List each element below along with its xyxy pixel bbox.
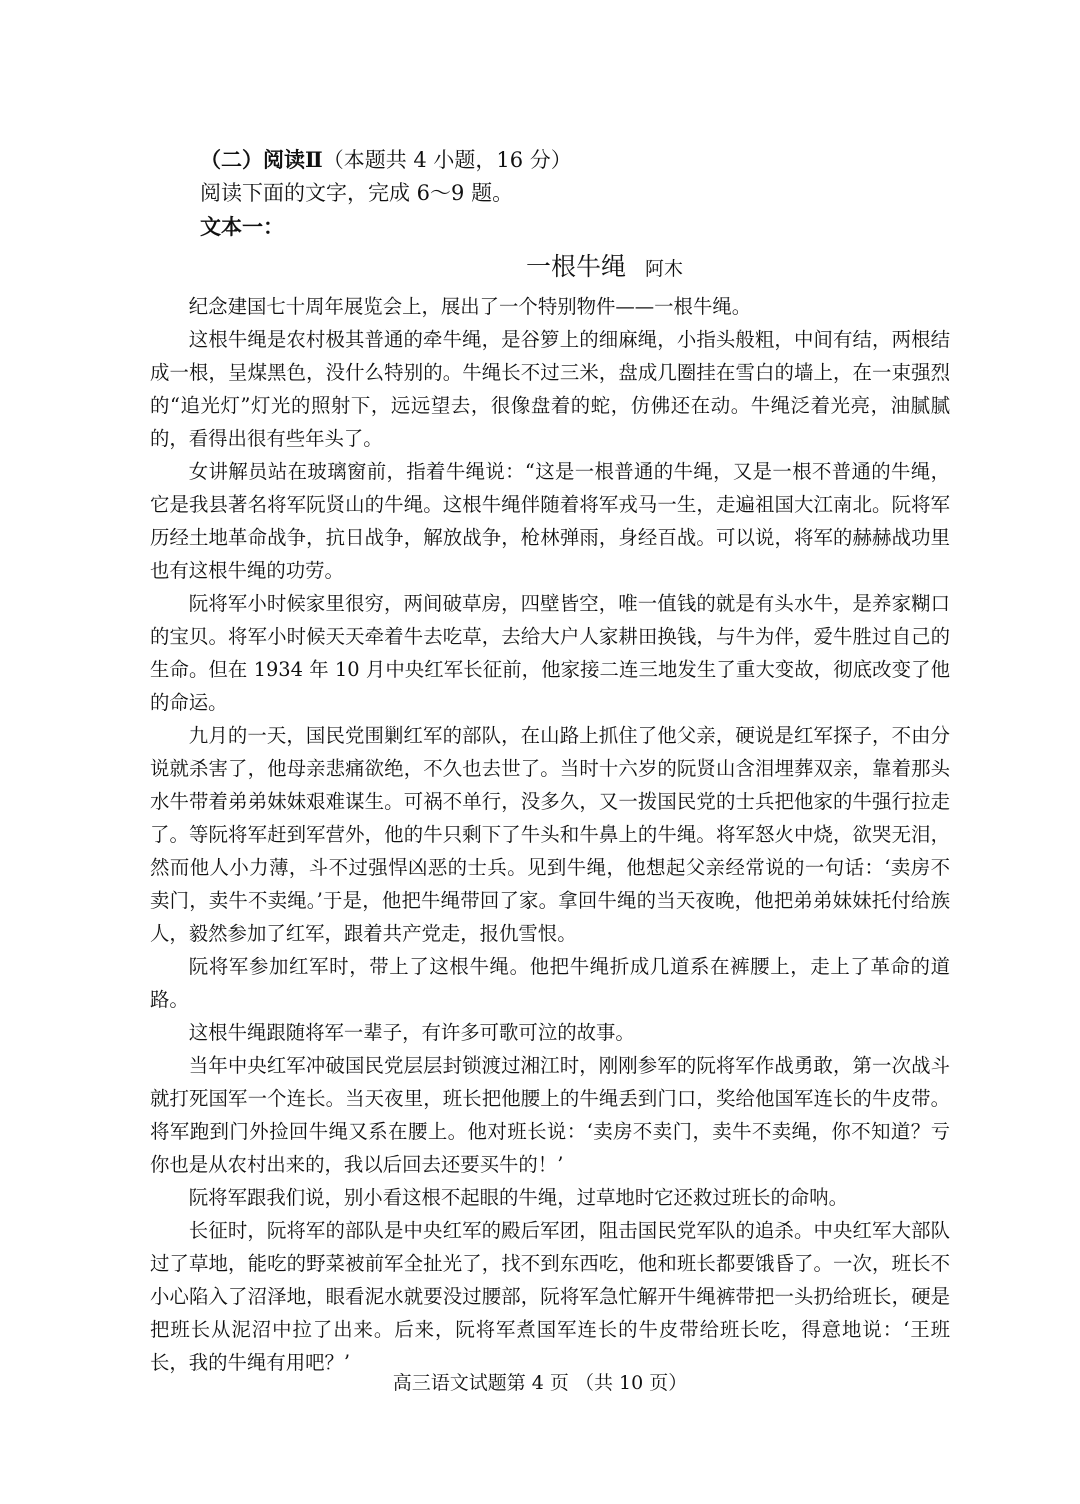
- paragraph: 女讲解员站在玻璃窗前，指着牛绳说：“这是一根普通的牛绳，又是一根不普通的牛绳，它是我县著名将军阮贤山的牛绳。这根牛绳伴随着将军戎马一生，走遍祖国大江南北。阮将军历经土地革命战争，抗日战争，解放战争，枪林弹雨，身经百战。可以说，将军的赫赫战功里也有这根牛绳的功劳。: [150, 460, 950, 582]
- paragraph: 这根牛绳是农村极其普通的牵牛绳，是谷箩上的细麻绳，小指头般粗，中间有结，两根结成一根，呈煤黑色，没什么特别的。牛绳长不过三米，盘成几圈挂在雪白的墙上，在一束强烈的“追光灯”灯光的照射下，远远望去，很像盘着的蛇，仿佛还在动。牛绳泛着光亮，油腻腻的，看得出很有些年头了。: [150, 328, 950, 450]
- section-number: （二）阅读Ⅱ: [200, 147, 323, 172]
- article-body: [150, 290, 950, 1379]
- paragraph: 纪念建国七十周年展览会上，展出了一个特别物件——一根牛绳。: [188, 295, 752, 318]
- page-footer: 高三语文试题第 4 页 （共 10 页）: [392, 1372, 688, 1394]
- reading-instruction: 阅读下面的文字，完成 6～9 题。: [200, 181, 514, 205]
- paragraph: 这根牛绳跟随将军一辈子，有许多可歌可泣的故事。: [188, 1021, 635, 1044]
- section-heading: [200, 145, 572, 175]
- paragraph: 长征时，阮将军的部队是中央红军的殿后军团，阻击国民党军队的追杀。中央红军大部队过了草地，能吃的野菜被前军全扯光了，找不到东西吃，他和班长都要饿昏了。一次，班长不小心陷入了沼泽地，眼看泥水就要没过腰部，阮将军急忙解开牛绳裤带把一头扔给班长，硬是把班长从泥沼中拉了出来。后来，阮将军煮国军连长的牛皮带给班长吃，得意地说：‘王班长，我的牛绳有用吧？’: [150, 1219, 950, 1374]
- paragraph: 当年中央红军冲破国民党层层封锁渡过湘江时，刚刚参军的阮将军作战勇敢，第一次战斗就打死国军一个连长。当天夜里，班长把他腰上的牛绳丢到门口，奖给他国军连长的牛皮带。将军跑到门外捡回牛绳又系在腰上。他对班长说：‘卖房不卖门，卖牛不卖绳，你不知道？亏你也是从农村出来的，我以后回去还要买牛的！’: [150, 1054, 950, 1176]
- paragraph: 阮将军参加红军时，带上了这根牛绳。他把牛绳折成几道系在裤腰上，走上了革命的道路。: [150, 955, 950, 1011]
- section-points: （本题共 4 小题，16 分）: [322, 148, 572, 172]
- paragraph: 九月的一天，国民党围剿红军的部队，在山路上抓住了他父亲，硬说是红军探子，不由分说就杀害了，他母亲悲痛欲绝，不久也去世了。当时十六岁的阮贤山含泪埋葬双亲，靠着那头水牛带着弟弟妹妹艰难谋生。可祸不单行，没多久，又一拨国民党的士兵把他家的牛强行拉走了。等阮将军赶到军营外，他的牛只剩下了牛头和牛鼻上的牛绳。将军怒火中烧，欲哭无泪，然而他人小力薄，斗不过强悍凶恶的士兵。见到牛绳，他想起父亲经常说的一句话：‘卖房不卖门，卖牛不卖绳。’于是，他把牛绳带回了家。拿回牛绳的当天夜晚，他把弟弟妹妹托付给族人，毅然参加了红军，跟着共产党走，报仇雪恨。: [150, 724, 950, 945]
- paragraph: 阮将军小时候家里很穷，两间破草房，四壁皆空，唯一值钱的就是有头水牛，是养家糊口的宝贝。将军小时候天天牵着牛去吃草，去给大户人家耕田换钱，与牛为伴，爱牛胜过自己的生命。但在 1934 年 10 月中央红军长征前，他家接二连三地发生了重大变故，彻底改变了他的命运。: [150, 592, 950, 714]
- paragraph: 阮将军跟我们说，别小看这根不起眼的牛绳，过草地时它还救过班长的命呐。: [188, 1186, 849, 1209]
- text-label: 文本一：: [200, 214, 284, 239]
- article-title: 一根牛绳: [526, 252, 627, 281]
- article-author: 阿木: [645, 258, 684, 280]
